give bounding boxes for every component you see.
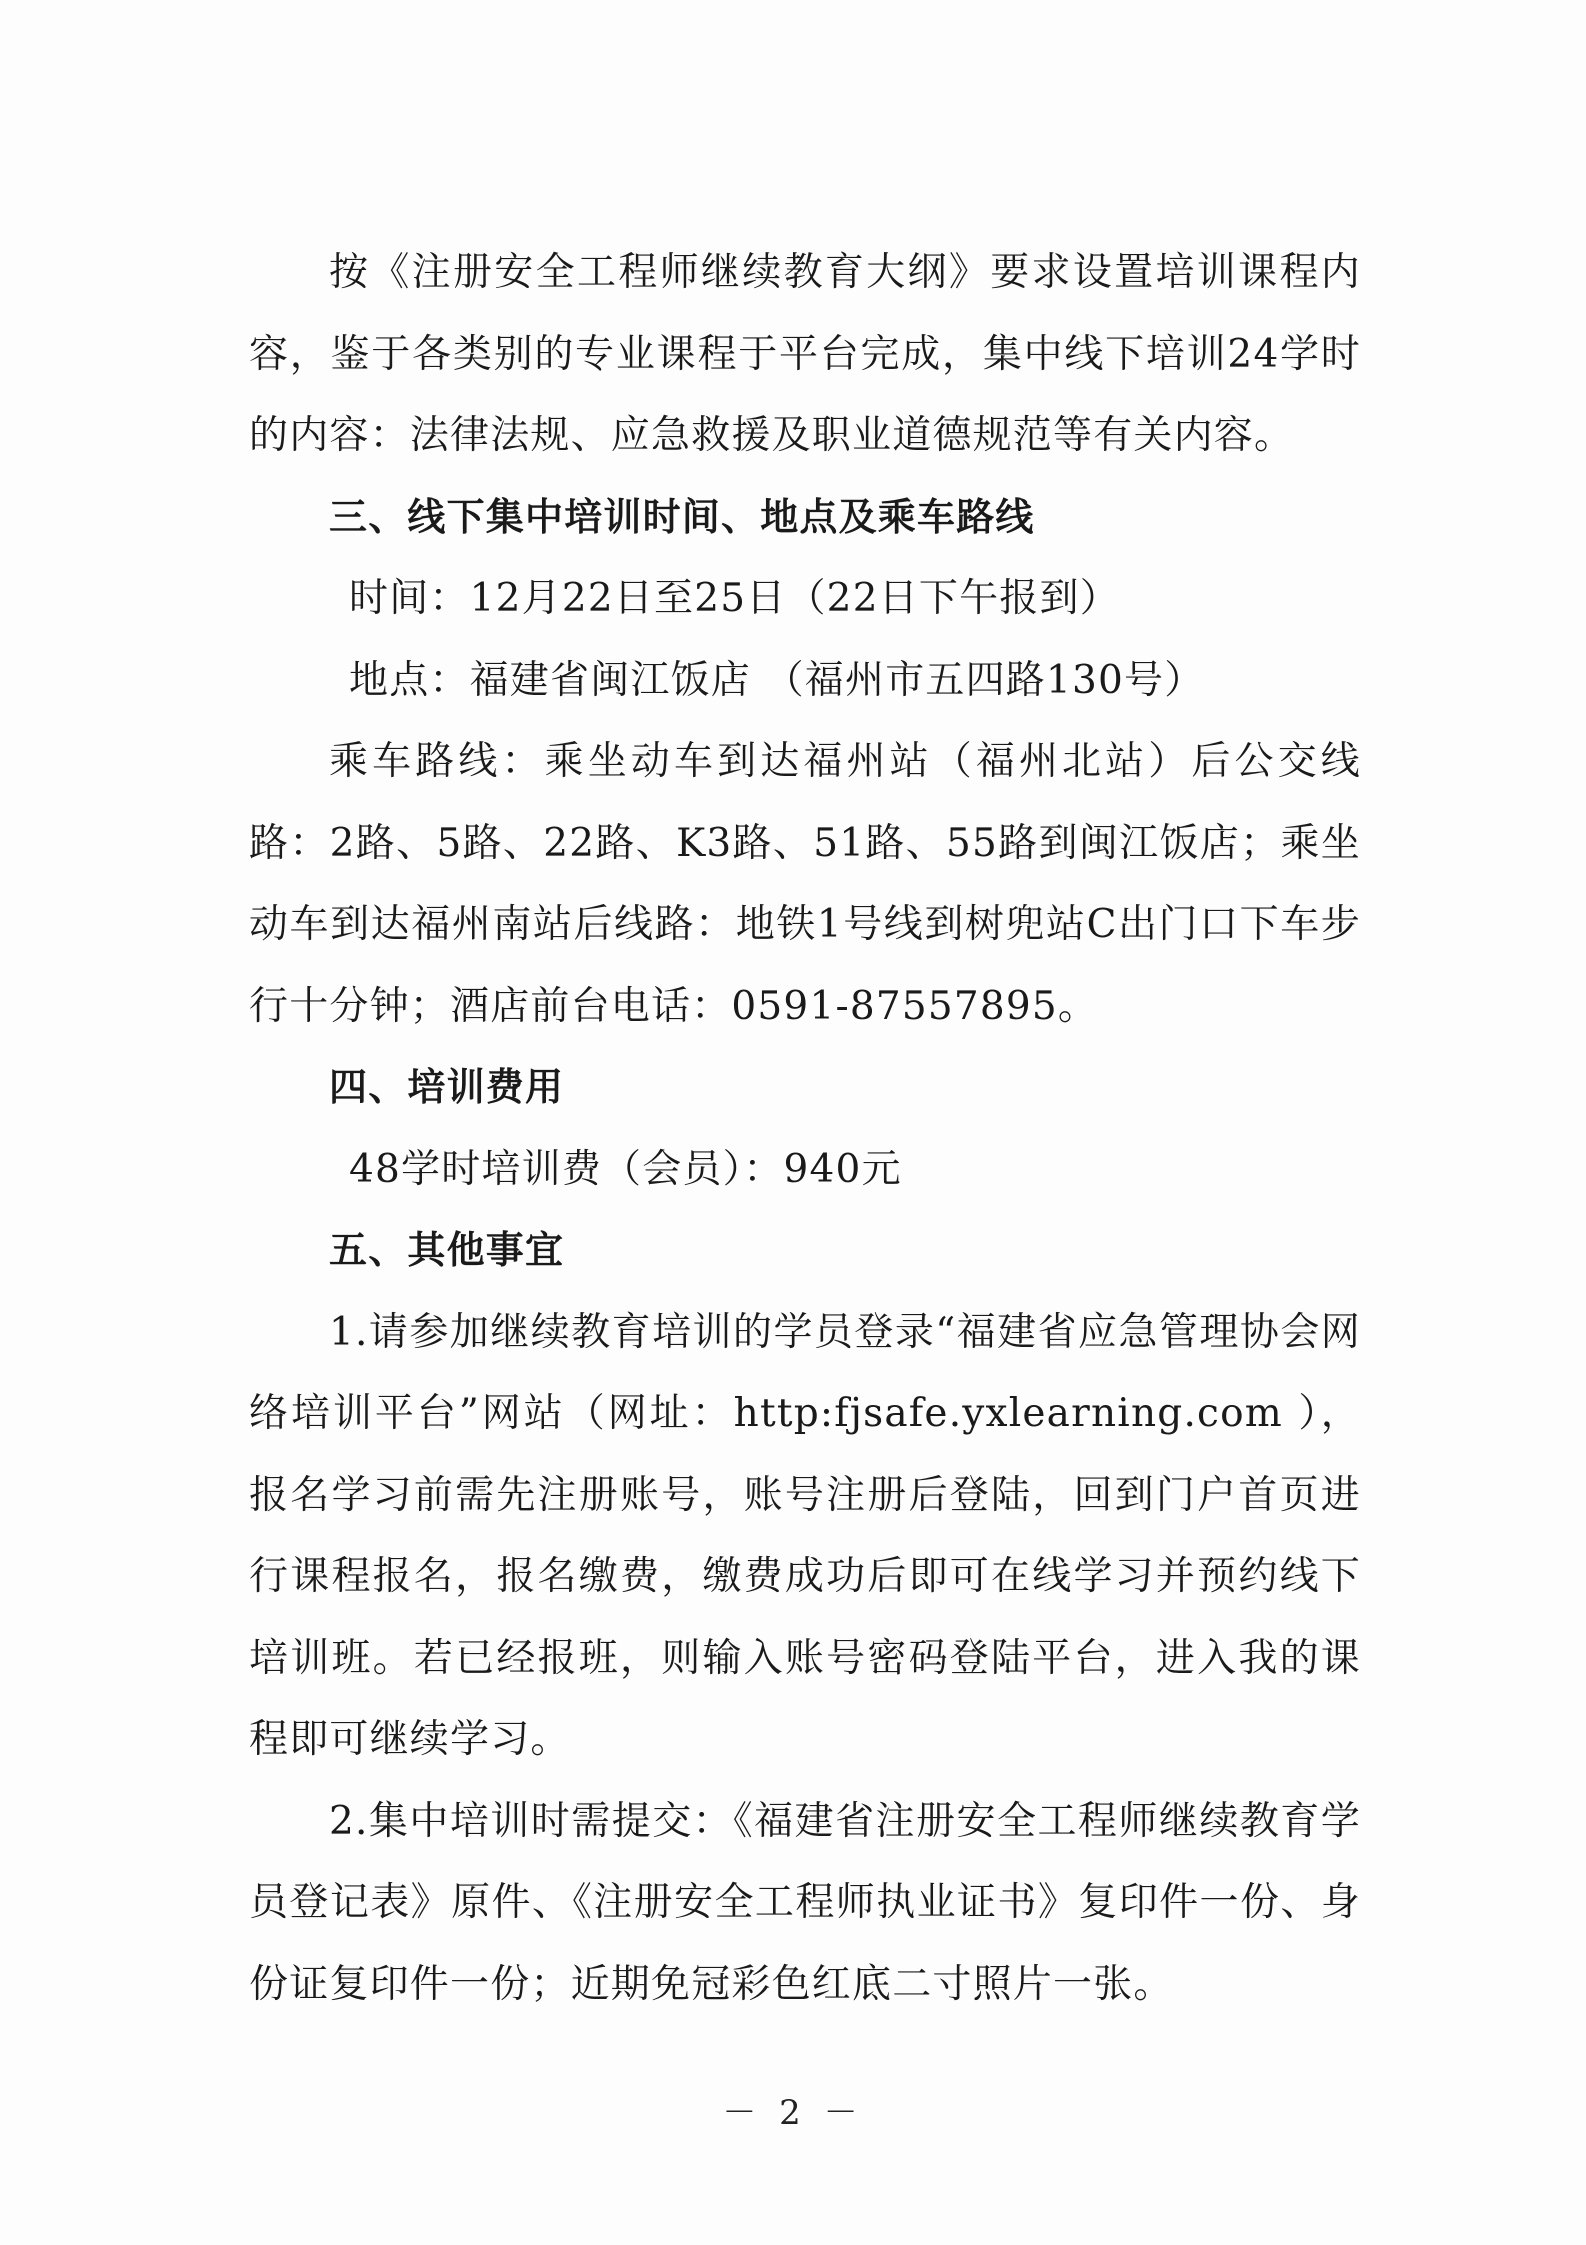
section-3-heading: 三、线下集中培训时间、地点及乘车路线 — [329, 494, 1035, 539]
training-fee: 48学时培训费（会员）：940元 — [349, 1146, 902, 1192]
training-location: 地点：福建省闽江饭店 （福州市五四路130号） — [349, 657, 1205, 703]
section-5-heading: 五、其他事宜 — [329, 1228, 565, 1272]
document-body — [249, 232, 1361, 2025]
other-item-1: 1.请参加继续教育培训的学员登录“福建省应急管理协会网络培训平台”网站（网址：http:fjsafe.yxlearning.com ），报名学习前需先注册账号，账号注册后登陆，回到门户首页进行课程报名，报名缴费，缴费成功后即可在线学习并预约线下培训班。若已经报班，则输入账号密码登陆平台，进入我的课程即可继续学习。 — [249, 1309, 1362, 1762]
page-number: － 2 － — [722, 2093, 864, 2133]
section-4-heading: 四、培训费用 — [329, 1065, 565, 1109]
training-time: 时间：12月22日至25日（22日下午报到） — [349, 576, 1120, 621]
intro-paragraph: 按《注册安全工程师继续教育大纲》要求设置培训课程内容，鉴于各类别的专业课程于平台完成，集中线下培训24学时的内容：法律法规、应急救援及职业道德规范等有关内容。 — [249, 250, 1361, 458]
other-item-2: 2.集中培训时需提交：《福建省注册安全工程师继续教育学员登记表》原件、《注册安全工程师执业证书》复印件一份、身份证复印件一份；近期免冠彩色红底二寸照片一张。 — [249, 1798, 1361, 2007]
bus-route: 乘车路线：乘坐动车到达福州站（福州北站）后公交线路：2路、5路、22路、K3路、51路、55路到闽江饭店；乘坐动车到达福州南站后线路：地铁1号线到树兜站C出门口下车步行十分钟；酒店前台电话：0591-87557895。 — [249, 739, 1361, 1029]
